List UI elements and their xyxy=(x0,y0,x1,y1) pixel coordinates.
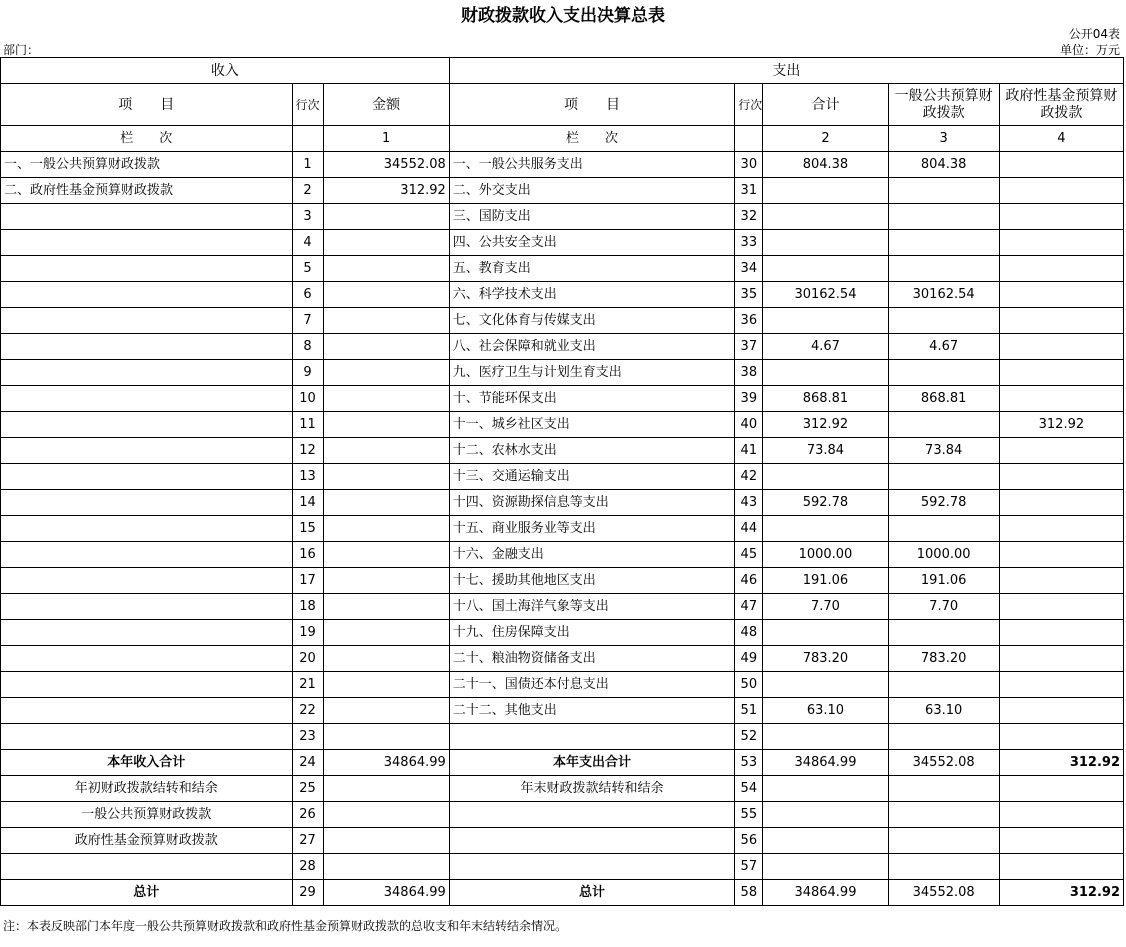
expense-rowno-cell: 44 xyxy=(735,516,763,542)
expense-general-cell xyxy=(888,516,999,542)
income-item-cell: 总计 xyxy=(1,880,293,906)
expense-fund-cell xyxy=(999,334,1123,360)
expense-fund-cell xyxy=(999,386,1123,412)
income-item-cell xyxy=(1,308,293,334)
expense-rowno-cell: 38 xyxy=(735,360,763,386)
expense-general-cell: 783.20 xyxy=(888,646,999,672)
expense-rowno-cell: 46 xyxy=(735,568,763,594)
table-row xyxy=(1,776,1124,802)
expense-total-header: 合计 xyxy=(763,84,888,126)
footnote: 注：本表反映部门本年度一般公共预算财政拨款和政府性基金预算财政拨款的总收支和年末结转结余情况。 xyxy=(3,919,568,933)
table-row xyxy=(1,178,1124,204)
income-rowno-cell: 6 xyxy=(292,282,323,308)
income-rowno-cell: 1 xyxy=(292,152,323,178)
expense-rowno-cell: 34 xyxy=(735,256,763,282)
expense-total-cell: 1000.00 xyxy=(763,542,888,568)
expense-rowno-cell: 43 xyxy=(735,490,763,516)
income-amount-cell xyxy=(323,854,449,880)
unit-label: 单位：万元 xyxy=(1059,43,1120,57)
income-amount-cell xyxy=(323,646,449,672)
expense-fund-cell xyxy=(999,204,1123,230)
table-row xyxy=(1,672,1124,698)
income-rowno-cell: 16 xyxy=(292,542,323,568)
expense-rowno-header: 行次 xyxy=(735,84,763,126)
income-amount-cell xyxy=(323,334,449,360)
table-row xyxy=(1,282,1124,308)
income-item-cell xyxy=(1,490,293,516)
expense-item-cell: 八、社会保障和就业支出 xyxy=(449,334,735,360)
expense-item-cell: 十四、资源勘探信息等支出 xyxy=(449,490,735,516)
department-label: 部门： xyxy=(3,43,40,57)
income-item-cell xyxy=(1,282,293,308)
income-amount-cell xyxy=(323,828,449,854)
expense-item-cell: 本年支出合计 xyxy=(449,750,735,776)
expense-general-cell: 63.10 xyxy=(888,698,999,724)
expense-total-cell xyxy=(763,854,888,880)
expense-general-cell xyxy=(888,724,999,750)
income-amount-cell: 34864.99 xyxy=(323,750,449,776)
expense-rowno-cell: 35 xyxy=(735,282,763,308)
income-item-cell xyxy=(1,568,293,594)
income-rowno-cell: 25 xyxy=(292,776,323,802)
expense-item-cell xyxy=(449,802,735,828)
expense-fund-cell xyxy=(999,438,1123,464)
expense-total-cell: 73.84 xyxy=(763,438,888,464)
income-rowno-cell: 9 xyxy=(292,360,323,386)
expense-total-cell: 4.67 xyxy=(763,334,888,360)
income-amount-cell xyxy=(323,464,449,490)
expense-total-cell: 783.20 xyxy=(763,646,888,672)
table-row xyxy=(1,802,1124,828)
income-item-cell: 年初财政拨款结转和结余 xyxy=(1,776,293,802)
expense-fund-cell xyxy=(999,802,1123,828)
expense-fund-cell xyxy=(999,308,1123,334)
table-row xyxy=(1,828,1124,854)
expense-rowno-cell: 55 xyxy=(735,802,763,828)
income-rowno-cell: 3 xyxy=(292,204,323,230)
table-row xyxy=(1,568,1124,594)
expense-fund-cell xyxy=(999,724,1123,750)
expense-total-cell: 592.78 xyxy=(763,490,888,516)
expense-total-cell: 63.10 xyxy=(763,698,888,724)
expense-general-cell xyxy=(888,672,999,698)
expense-general-cell: 868.81 xyxy=(888,386,999,412)
expense-total-cell xyxy=(763,828,888,854)
expense-general-cell: 7.70 xyxy=(888,594,999,620)
expense-rowno-cell: 33 xyxy=(735,230,763,256)
income-amount-cell xyxy=(323,256,449,282)
expense-rowno-cell: 39 xyxy=(735,386,763,412)
table-row xyxy=(1,334,1124,360)
income-amount-cell xyxy=(323,724,449,750)
expense-fund-cell xyxy=(999,178,1123,204)
income-rowno-cell: 11 xyxy=(292,412,323,438)
expense-rowno-cell: 41 xyxy=(735,438,763,464)
expense-total-cell xyxy=(763,516,888,542)
expense-rowno-cell: 57 xyxy=(735,854,763,880)
expense-general-cell xyxy=(888,828,999,854)
expense-item-cell xyxy=(449,724,735,750)
expense-fund-cell xyxy=(999,516,1123,542)
expense-total-cell: 868.81 xyxy=(763,386,888,412)
expense-general-cell xyxy=(888,620,999,646)
expense-general-cell: 30162.54 xyxy=(888,282,999,308)
table-row xyxy=(1,438,1124,464)
empty-cell xyxy=(735,126,763,152)
expense-general-cell: 592.78 xyxy=(888,490,999,516)
income-amount-cell xyxy=(323,698,449,724)
expense-rowno-cell: 37 xyxy=(735,334,763,360)
expense-item-cell: 二、外交支出 xyxy=(449,178,735,204)
income-amount-cell xyxy=(323,542,449,568)
expense-general-cell: 34552.08 xyxy=(888,750,999,776)
expense-fund-cell xyxy=(999,568,1123,594)
income-item-cell xyxy=(1,464,293,490)
expense-total-cell: 34864.99 xyxy=(763,880,888,906)
budget-table xyxy=(0,57,1124,906)
table-row xyxy=(1,750,1124,776)
expense-fund-cell xyxy=(999,464,1123,490)
expense-rowno-cell: 58 xyxy=(735,880,763,906)
expense-rowno-cell: 40 xyxy=(735,412,763,438)
expense-rowno-cell: 45 xyxy=(735,542,763,568)
expense-total-cell: 7.70 xyxy=(763,594,888,620)
expense-general-cell: 73.84 xyxy=(888,438,999,464)
income-item-cell: 本年收入合计 xyxy=(1,750,293,776)
expense-general-cell xyxy=(888,464,999,490)
income-rowno-cell: 21 xyxy=(292,672,323,698)
expense-total-cell xyxy=(763,204,888,230)
expense-general-cell xyxy=(888,854,999,880)
col3-label: 3 xyxy=(888,126,999,152)
expense-rowno-cell: 51 xyxy=(735,698,763,724)
table-row xyxy=(1,594,1124,620)
expense-general-cell: 191.06 xyxy=(888,568,999,594)
income-item-cell xyxy=(1,386,293,412)
income-rowno-cell: 2 xyxy=(292,178,323,204)
income-item-cell xyxy=(1,542,293,568)
income-amount-cell xyxy=(323,386,449,412)
table-row xyxy=(1,256,1124,282)
expense-general-cell xyxy=(888,412,999,438)
expense-item-cell: 二十一、国债还本付息支出 xyxy=(449,672,735,698)
expense-fund-cell xyxy=(999,282,1123,308)
expense-item-cell xyxy=(449,854,735,880)
expense-fund-cell: 312.92 xyxy=(999,412,1123,438)
empty-cell xyxy=(292,126,323,152)
expense-fund-cell xyxy=(999,152,1123,178)
income-amount-cell xyxy=(323,620,449,646)
expense-item-cell: 十六、金融支出 xyxy=(449,542,735,568)
income-item-cell: 二、政府性基金预算财政拨款 xyxy=(1,178,293,204)
expense-rowno-cell: 49 xyxy=(735,646,763,672)
income-amount-cell xyxy=(323,438,449,464)
income-amount-cell xyxy=(323,490,449,516)
income-amount-cell xyxy=(323,308,449,334)
expense-item-header: 项 目 xyxy=(449,84,735,126)
expense-total-cell xyxy=(763,178,888,204)
expense-item-cell: 总计 xyxy=(449,880,735,906)
expense-fund-cell xyxy=(999,230,1123,256)
income-item-cell xyxy=(1,334,293,360)
income-item-cell xyxy=(1,724,293,750)
expense-fund-cell xyxy=(999,360,1123,386)
income-rowno-cell: 17 xyxy=(292,568,323,594)
expense-total-cell: 34864.99 xyxy=(763,750,888,776)
expense-item-cell: 十七、援助其他地区支出 xyxy=(449,568,735,594)
income-rowno-header: 行次 xyxy=(292,84,323,126)
expense-fund-cell xyxy=(999,854,1123,880)
income-rowno-cell: 8 xyxy=(292,334,323,360)
expense-total-cell: 191.06 xyxy=(763,568,888,594)
expense-fund-cell xyxy=(999,776,1123,802)
table-row xyxy=(1,516,1124,542)
income-amount-cell xyxy=(323,204,449,230)
expense-item-cell: 七、文化体育与传媒支出 xyxy=(449,308,735,334)
table-row xyxy=(1,412,1124,438)
expense-general-cell xyxy=(888,360,999,386)
income-rowno-cell: 15 xyxy=(292,516,323,542)
expense-fund-cell xyxy=(999,542,1123,568)
expense-general-cell: 1000.00 xyxy=(888,542,999,568)
expense-total-cell xyxy=(763,230,888,256)
column-number-row xyxy=(1,126,1124,152)
expense-fund-cell xyxy=(999,594,1123,620)
income-amount-cell xyxy=(323,594,449,620)
expense-item-cell: 年末财政拨款结转和结余 xyxy=(449,776,735,802)
expense-item-cell: 十、节能环保支出 xyxy=(449,386,735,412)
income-rowno-cell: 4 xyxy=(292,230,323,256)
expense-rowno-cell: 31 xyxy=(735,178,763,204)
page-title: 财政拨款收入支出决算总表 xyxy=(461,6,665,26)
income-rowno-cell: 23 xyxy=(292,724,323,750)
expense-total-cell xyxy=(763,256,888,282)
table-row xyxy=(1,542,1124,568)
expense-rowno-cell: 52 xyxy=(735,724,763,750)
expense-item-cell: 十九、住房保障支出 xyxy=(449,620,735,646)
expense-item-cell: 六、科学技术支出 xyxy=(449,282,735,308)
income-item-cell xyxy=(1,412,293,438)
expense-general-cell: 4.67 xyxy=(888,334,999,360)
income-item-cell xyxy=(1,516,293,542)
header-row-sections xyxy=(1,58,1124,84)
expense-total-cell xyxy=(763,672,888,698)
income-rowno-cell: 29 xyxy=(292,880,323,906)
expense-fund-cell xyxy=(999,672,1123,698)
expense-total-cell: 804.38 xyxy=(763,152,888,178)
expense-rowno-cell: 48 xyxy=(735,620,763,646)
expense-rowno-cell: 36 xyxy=(735,308,763,334)
income-item-cell: 一、一般公共预算财政拨款 xyxy=(1,152,293,178)
expense-general-cell xyxy=(888,256,999,282)
expense-total-cell: 312.92 xyxy=(763,412,888,438)
expense-item-cell: 一、一般公共服务支出 xyxy=(449,152,735,178)
income-column-label: 栏 次 xyxy=(1,126,293,152)
income-rowno-cell: 12 xyxy=(292,438,323,464)
income-amount-cell xyxy=(323,672,449,698)
expense-total-cell xyxy=(763,724,888,750)
expense-item-cell: 四、公共安全支出 xyxy=(449,230,735,256)
income-amount-cell xyxy=(323,776,449,802)
table-row xyxy=(1,880,1124,906)
table-row xyxy=(1,620,1124,646)
expense-item-cell: 十三、交通运输支出 xyxy=(449,464,735,490)
col1-label: 1 xyxy=(323,126,449,152)
income-rowno-cell: 5 xyxy=(292,256,323,282)
expense-fund-cell xyxy=(999,490,1123,516)
table-row xyxy=(1,854,1124,880)
expense-fund-cell xyxy=(999,646,1123,672)
income-rowno-cell: 27 xyxy=(292,828,323,854)
expense-item-cell: 二十、粮油物资储备支出 xyxy=(449,646,735,672)
expense-column-label: 栏 次 xyxy=(449,126,735,152)
expense-general-cell xyxy=(888,802,999,828)
expense-general-cell xyxy=(888,776,999,802)
income-amount-cell: 34552.08 xyxy=(323,152,449,178)
income-amount-cell xyxy=(323,282,449,308)
income-item-cell xyxy=(1,230,293,256)
expense-total-cell xyxy=(763,464,888,490)
income-item-cell xyxy=(1,620,293,646)
income-item-cell xyxy=(1,204,293,230)
income-item-cell xyxy=(1,594,293,620)
expense-general-cell xyxy=(888,204,999,230)
expense-rowno-cell: 47 xyxy=(735,594,763,620)
expense-general-cell: 34552.08 xyxy=(888,880,999,906)
expense-general-cell xyxy=(888,308,999,334)
expense-item-cell: 十二、农林水支出 xyxy=(449,438,735,464)
table-row xyxy=(1,360,1124,386)
expense-rowno-cell: 56 xyxy=(735,828,763,854)
expense-item-cell xyxy=(449,828,735,854)
expense-total-cell xyxy=(763,620,888,646)
expense-item-cell: 十八、国土海洋气象等支出 xyxy=(449,594,735,620)
income-amount-cell xyxy=(323,412,449,438)
income-amount-cell: 34864.99 xyxy=(323,880,449,906)
expense-fund-cell: 312.92 xyxy=(999,880,1123,906)
table-row xyxy=(1,464,1124,490)
expense-general-cell xyxy=(888,230,999,256)
table-row xyxy=(1,152,1124,178)
expense-header: 支出 xyxy=(449,58,1123,84)
expense-rowno-cell: 30 xyxy=(735,152,763,178)
header-row-columns xyxy=(1,84,1124,126)
income-item-cell xyxy=(1,698,293,724)
expense-rowno-cell: 42 xyxy=(735,464,763,490)
income-rowno-cell: 20 xyxy=(292,646,323,672)
expense-item-cell: 二十二、其他支出 xyxy=(449,698,735,724)
income-amount-cell xyxy=(323,802,449,828)
income-amount-cell xyxy=(323,230,449,256)
income-item-cell: 一般公共预算财政拨款 xyxy=(1,802,293,828)
income-item-cell xyxy=(1,360,293,386)
expense-total-cell xyxy=(763,776,888,802)
expense-item-cell: 五、教育支出 xyxy=(449,256,735,282)
expense-item-cell: 九、医疗卫生与计划生育支出 xyxy=(449,360,735,386)
income-rowno-cell: 22 xyxy=(292,698,323,724)
table-row xyxy=(1,230,1124,256)
income-item-header: 项 目 xyxy=(1,84,293,126)
form-number: 公开04表 xyxy=(1068,27,1120,41)
expense-fund-cell xyxy=(999,620,1123,646)
expense-rowno-cell: 53 xyxy=(735,750,763,776)
expense-rowno-cell: 50 xyxy=(735,672,763,698)
col4-label: 4 xyxy=(999,126,1123,152)
expense-rowno-cell: 32 xyxy=(735,204,763,230)
table-row xyxy=(1,308,1124,334)
income-rowno-cell: 14 xyxy=(292,490,323,516)
income-item-cell: 政府性基金预算财政拨款 xyxy=(1,828,293,854)
income-rowno-cell: 26 xyxy=(292,802,323,828)
income-amount-cell xyxy=(323,360,449,386)
expense-total-cell xyxy=(763,360,888,386)
expense-rowno-cell: 54 xyxy=(735,776,763,802)
income-item-cell xyxy=(1,256,293,282)
expense-fund-cell xyxy=(999,698,1123,724)
income-rowno-cell: 24 xyxy=(292,750,323,776)
income-item-cell xyxy=(1,438,293,464)
table-row xyxy=(1,724,1124,750)
table-row xyxy=(1,204,1124,230)
table-row xyxy=(1,490,1124,516)
expense-total-cell xyxy=(763,308,888,334)
col2-label: 2 xyxy=(763,126,888,152)
table-row xyxy=(1,386,1124,412)
income-amount-cell: 312.92 xyxy=(323,178,449,204)
expense-item-cell: 十五、商业服务业等支出 xyxy=(449,516,735,542)
expense-total-cell xyxy=(763,802,888,828)
expense-general-cell xyxy=(888,178,999,204)
income-item-cell xyxy=(1,854,293,880)
expense-fund-cell xyxy=(999,256,1123,282)
income-rowno-cell: 7 xyxy=(292,308,323,334)
expense-general-header: 一般公共预算财政拨款 xyxy=(888,84,999,126)
expense-item-cell: 十一、城乡社区支出 xyxy=(449,412,735,438)
income-header: 收入 xyxy=(1,58,450,84)
table-row xyxy=(1,646,1124,672)
income-rowno-cell: 18 xyxy=(292,594,323,620)
income-amount-header: 金额 xyxy=(323,84,449,126)
income-rowno-cell: 13 xyxy=(292,464,323,490)
table-row xyxy=(1,698,1124,724)
expense-fund-cell xyxy=(999,828,1123,854)
expense-total-cell: 30162.54 xyxy=(763,282,888,308)
income-rowno-cell: 19 xyxy=(292,620,323,646)
income-amount-cell xyxy=(323,568,449,594)
income-item-cell xyxy=(1,672,293,698)
income-rowno-cell: 28 xyxy=(292,854,323,880)
expense-item-cell: 三、国防支出 xyxy=(449,204,735,230)
expense-fund-cell: 312.92 xyxy=(999,750,1123,776)
income-item-cell xyxy=(1,646,293,672)
income-amount-cell xyxy=(323,516,449,542)
income-rowno-cell: 10 xyxy=(292,386,323,412)
expense-general-cell: 804.38 xyxy=(888,152,999,178)
expense-fund-header: 政府性基金预算财政拨款 xyxy=(999,84,1123,126)
